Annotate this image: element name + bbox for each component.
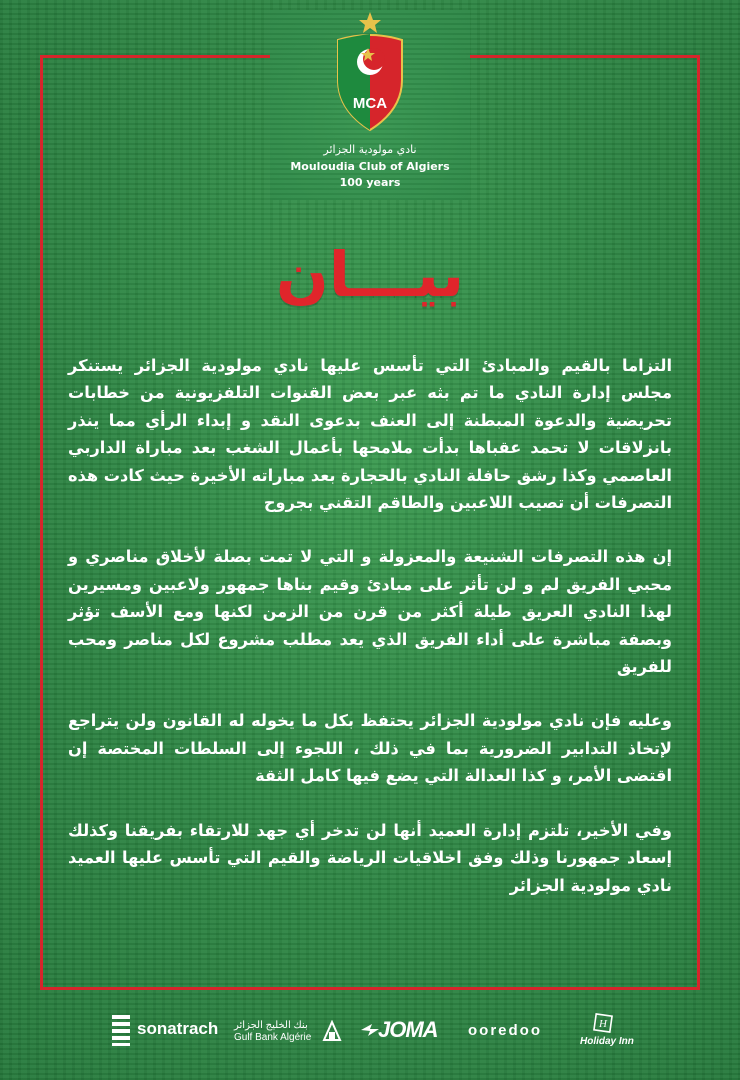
- crest-text: MCA: [352, 95, 388, 112]
- paragraph-2: إن هذه التصرفات الشنيعة والمعزولة و التي لا تمت بصلة لأخلاق مناصري و محبي الفريق لم و لن تأثر على مبادئ وقيم بناها جمهور ولاعبين ومسيرين لهذا النادي العريق طيلة أكثر من قرن من الزمن لكنها ومع الأسف تؤثر وبصفة مباشرة على أداء الفريق الذي يعد مطلب مشروع لكل مناصر ومحب للفريق: [68, 547, 672, 677]
- statement-body: [68, 352, 672, 926]
- sonatrach-logo-icon: [110, 1013, 132, 1047]
- joma-logo-icon: [360, 1023, 380, 1037]
- club-header: [270, 10, 470, 200]
- sponsor-joma: JOMA: [378, 1017, 438, 1042]
- holiday-inn-logo-icon: [592, 1012, 614, 1034]
- club-crest-icon: [330, 10, 410, 135]
- sponsor-gulf-bank-arabic: بنك الخليج الجزائر: [234, 1020, 308, 1031]
- statement-title: بيـــان: [275, 238, 465, 311]
- gulf-bank-logo-icon: [322, 1020, 342, 1042]
- sponsor-bar: [0, 1008, 740, 1058]
- club-years: 100 years: [339, 176, 401, 189]
- sponsor-gulf-bank: Gulf Bank Algérie: [234, 1032, 312, 1043]
- club-name-english: Mouloudia Club of Algiers: [290, 160, 450, 173]
- paragraph-1: التزاما بالقيم والمبادئ التي تأسس عليها نادي مولودية الجزائر يستنكر مجلس إدارة النادي ما تم بثه عبر بعض القنوات التلفزيونية من خطابات تحريضية والدعوة المبطنة إلى العنف بدعوى النقد و إبداء الرأي مما ينذر بانزلاقات لا تحمد عقباها بدأت ملامحها بأعمال الشغب بعد مباراة الداربي العاصمي وكذا رشق حافلة النادي بالحجارة بعد مباراته الأخيرة حيث كادت هذه التصرفات أن تصيب اللاعبين والطاقم التقني بجروح: [68, 356, 672, 513]
- club-name-arabic: نادي مولودية الجزائر: [323, 143, 417, 156]
- paragraph-3: وعليه فإن نادي مولودية الجزائر يحتفظ بكل ما يخوله له القانون ولن يتراجع لإتخاذ التدابير الضرورية بما في ذلك ، اللجوء إلى السلطات المختصة إن اقتضى الأمر، و كذا العدالة التي يضع فيها كامل الثقة: [68, 711, 672, 786]
- paragraph-4: وفي الأخير، تلتزم إدارة العميد أنها لن تدخر أي جهد للارتقاء بفريقنا وكذلك إسعاد جمهورنا وذلك وفق اخلاقيات الرياضة والقيم التي تأسس عليها العميد نادي مولودية الجزائر: [68, 820, 672, 895]
- sponsor-sonatrach: sonatrach: [137, 1019, 219, 1038]
- svg-text:H: H: [599, 1018, 607, 1030]
- sponsor-ooredoo: ooredoo: [468, 1022, 542, 1039]
- sponsor-holiday-inn: Holiday Inn: [580, 1036, 634, 1047]
